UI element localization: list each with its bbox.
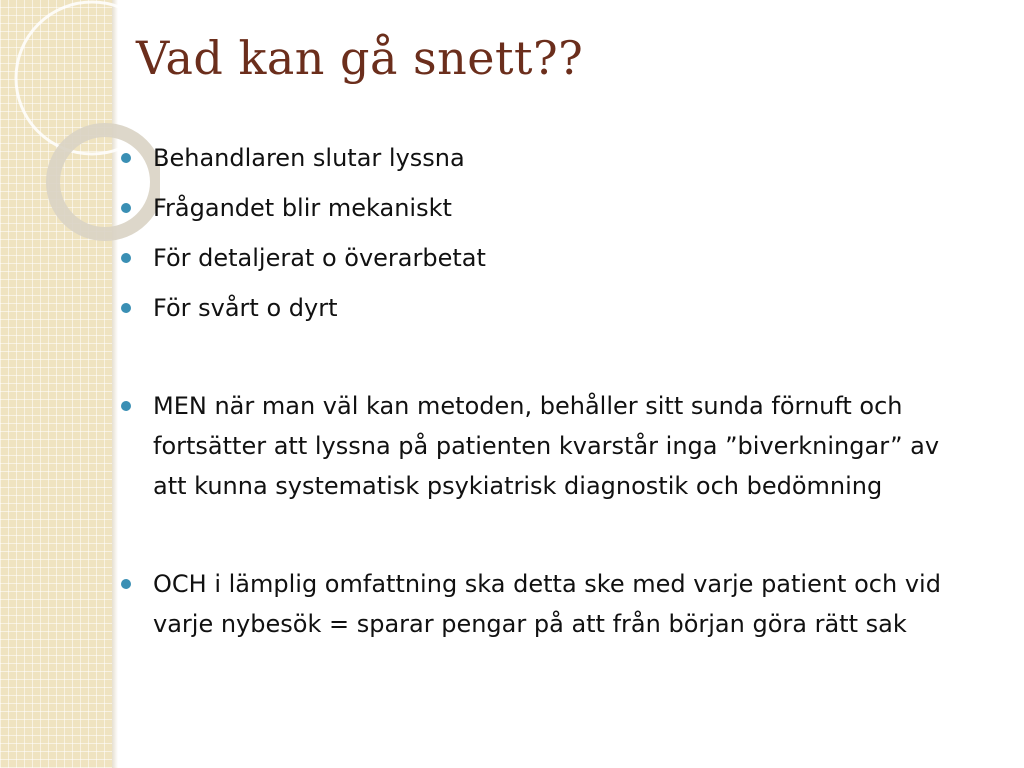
bullet-item bbox=[120, 288, 950, 328]
bullet-dot-icon bbox=[121, 253, 131, 263]
bullet-text: OCH i lämplig omfattning ska detta ske med varje patient och vid varje nybesök = sparar pengar på att från början göra rätt sak bbox=[153, 570, 941, 638]
bullet-item bbox=[120, 188, 950, 228]
bullet-text: För detaljerat o överarbetat bbox=[153, 244, 486, 272]
bullet-text: Frågandet blir mekaniskt bbox=[153, 194, 452, 222]
bullet-dot-icon bbox=[121, 579, 131, 589]
bullet-item bbox=[120, 138, 950, 178]
bullet-item bbox=[120, 386, 950, 506]
bullet-list bbox=[120, 138, 950, 644]
bullet-dot-icon bbox=[121, 153, 131, 163]
bullet-item bbox=[120, 564, 950, 644]
bullet-text: MEN när man väl kan metoden, behåller sitt sunda förnuft och fortsätter att lyssna på patienten kvarstår inga ”biverkningar” av att kunna systematisk psykiatrisk diagnostik och bedömning bbox=[153, 392, 940, 500]
slide-title: Vad kan gå snett?? bbox=[136, 31, 584, 85]
bullet-text: Behandlaren slutar lyssna bbox=[153, 144, 465, 172]
bullet-text: För svårt o dyrt bbox=[153, 294, 338, 322]
bullet-dot-icon bbox=[121, 203, 131, 213]
bullet-item bbox=[120, 238, 950, 278]
bullet-dot-icon bbox=[121, 401, 131, 411]
bullet-dot-icon bbox=[121, 303, 131, 313]
